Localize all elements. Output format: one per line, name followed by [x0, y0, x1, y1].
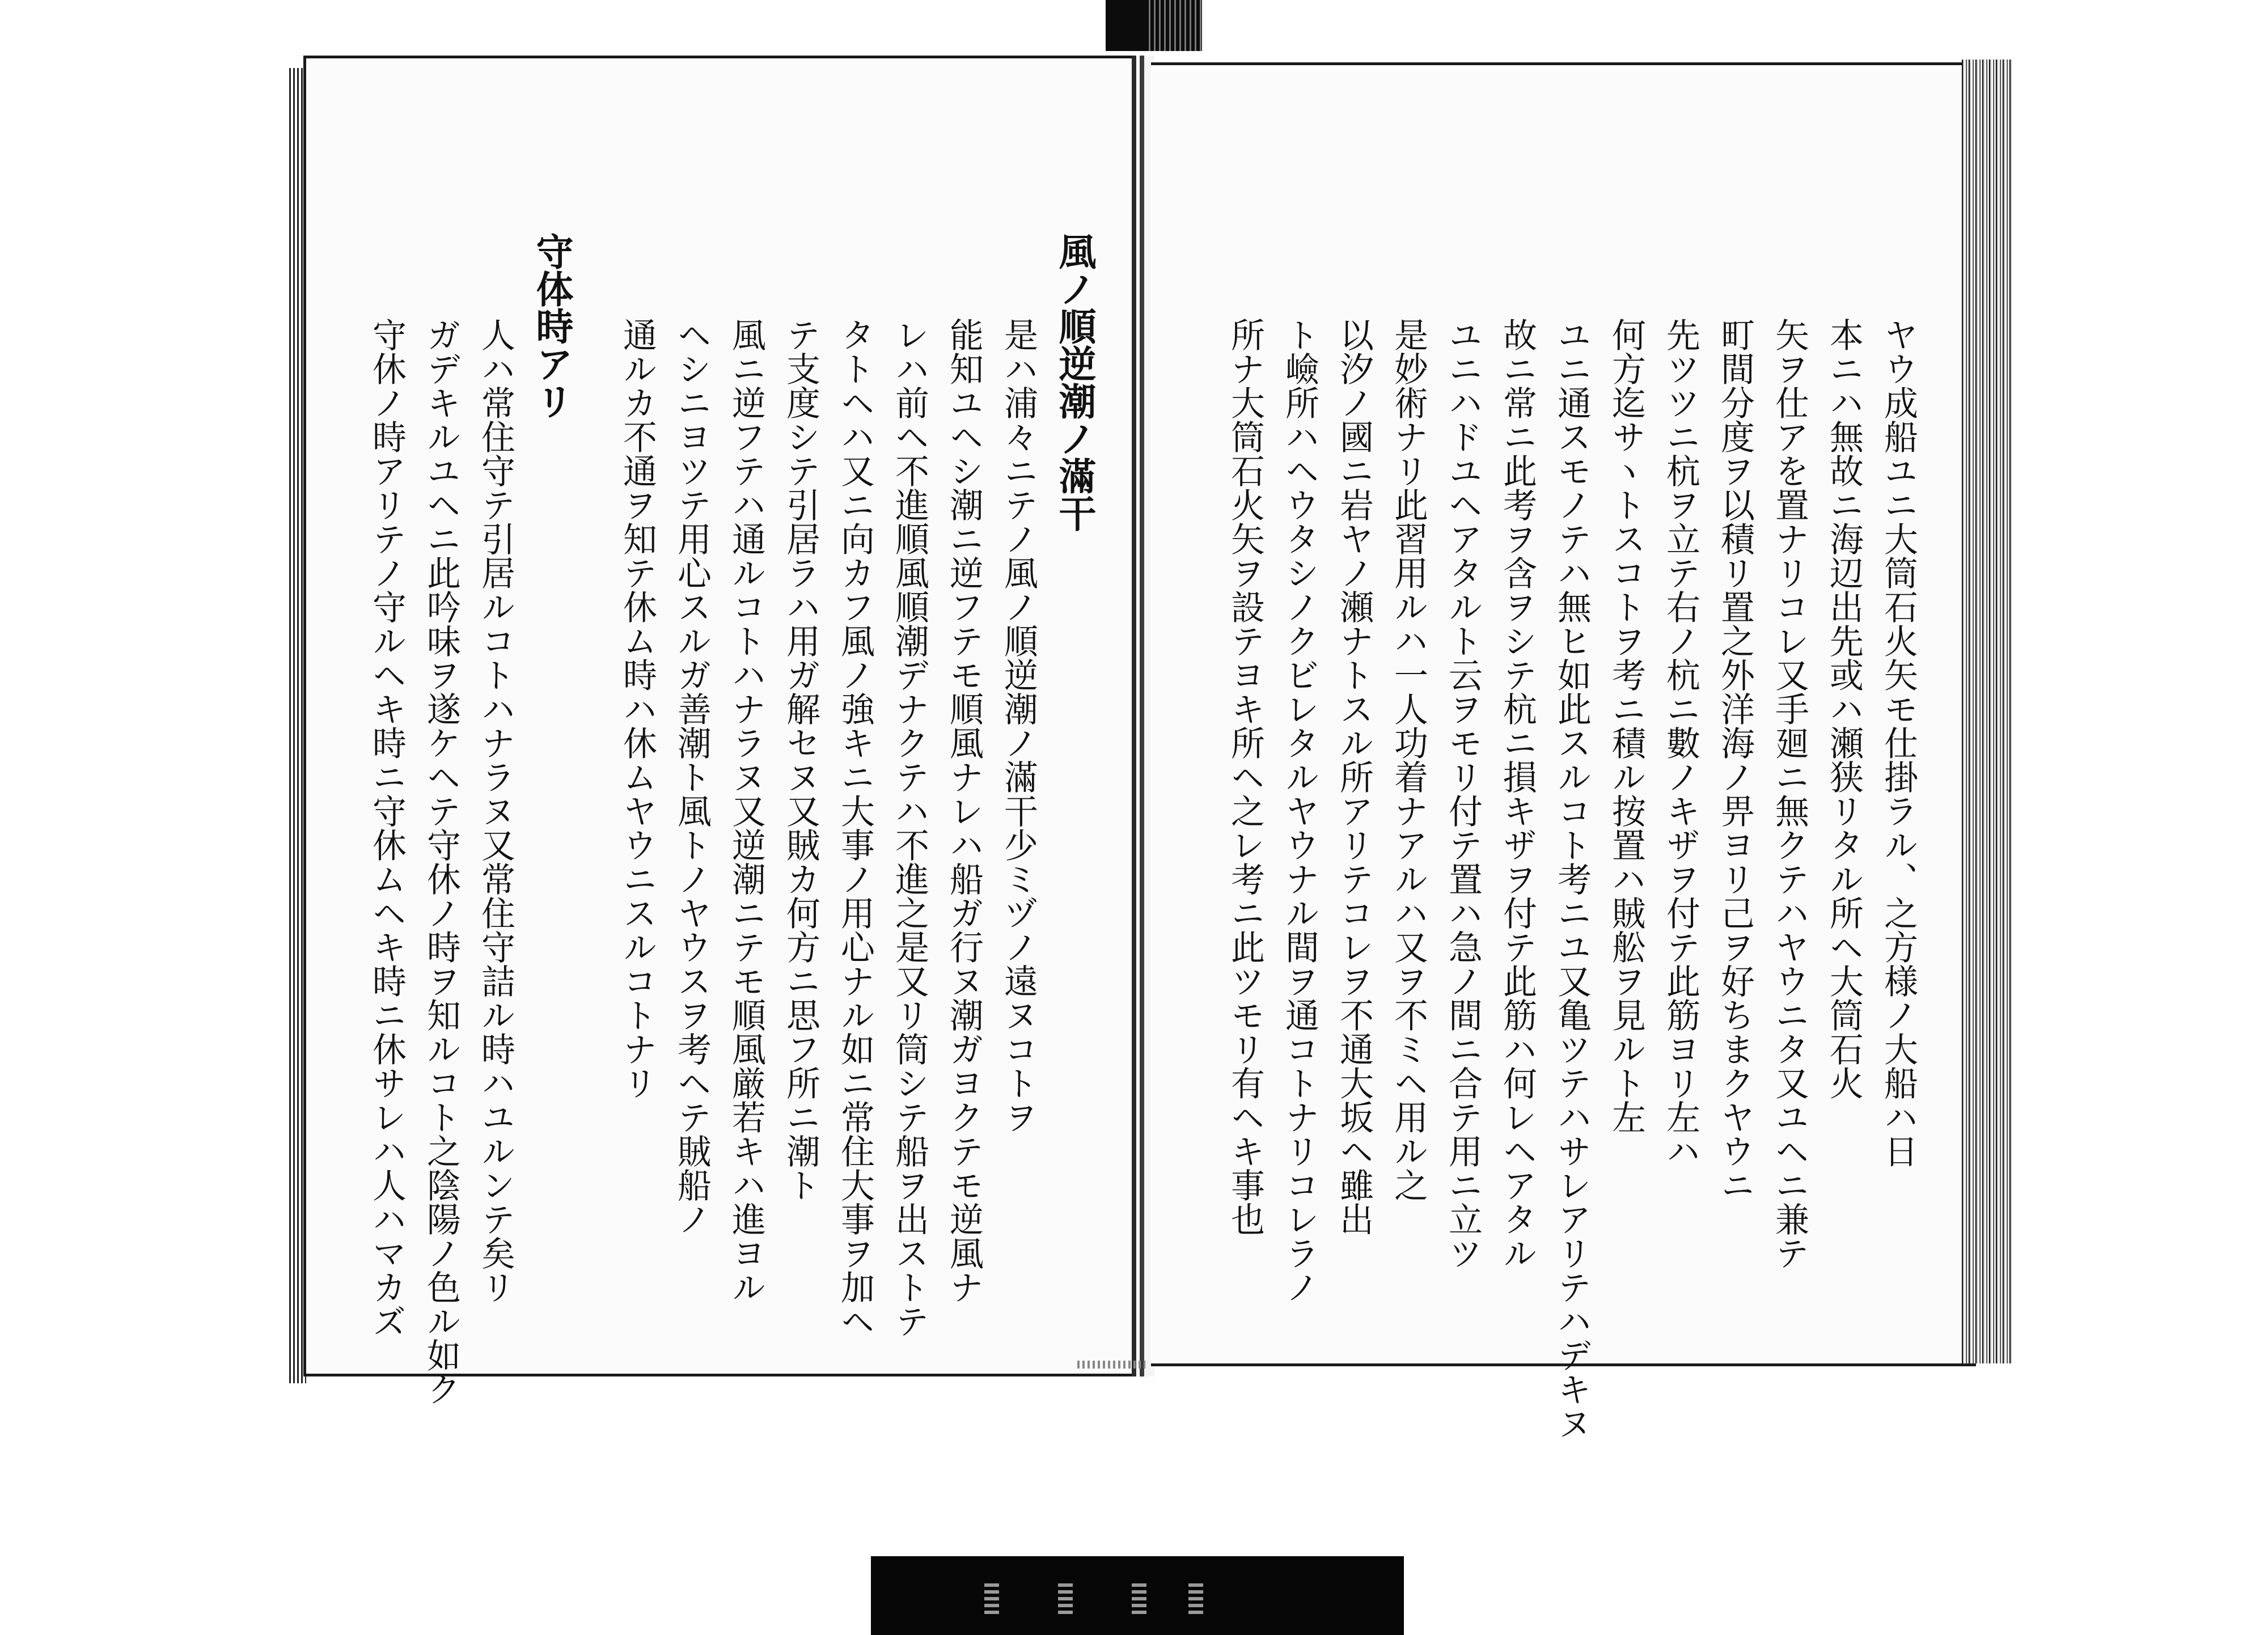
- text-column: 以汐ノ國ニ岩ヤノ瀬ナトスル所アリテコレヲ不通大坂ヘ雖出: [1334, 317, 1374, 1236]
- text-column: ユニハドユヘアタルト云ヲモリ付テ置ハ急ノ間ニ合テ用ニ立ツ: [1443, 317, 1483, 1270]
- text-column: 矢ヲ仕アを置ナリコレ又手廻ニ無クテハヤウニタ又ユヘニ兼テ: [1770, 317, 1809, 1270]
- bar-mark: [984, 1583, 999, 1617]
- bar-mark: [1188, 1583, 1203, 1617]
- text-column: 風ニ逆フテハ通ルコトハナラヌ又逆潮ニテモ順風厳若キハ進ヨル: [726, 317, 766, 1304]
- bottom-smudge: [1077, 1361, 1145, 1369]
- text-column: 通ルカ不通ヲ知テ休ム時ハ休ムヤウニスルコトナリ: [617, 317, 657, 1100]
- bar-mark: [1132, 1583, 1146, 1617]
- text-column: 能知ユヘシ潮ニ逆フテモ順風ナレハ船ガ行ヌ潮ガヨクテモ逆風ナ: [944, 317, 984, 1304]
- text-column: 是妙術ナリ此習用ルハ一人功着ナアルハ又ヲ不ミヘ用ル之: [1389, 317, 1428, 1202]
- text-column: 何方迄サヽトスコトヲ考ニ積ル按置ハ賊舩ヲ見ルト左: [1606, 317, 1646, 1134]
- text-column: タトヘハ又ニ向カフ風ノ強キニ大事ノ用心ナル如ニ常住大事ヲ加ヘ: [835, 317, 875, 1338]
- bar-mark: [1058, 1583, 1073, 1617]
- text-column: ヘシニヨツテ用心スルガ善潮ト風トノヤウスヲ考ヘテ賊船ノ: [672, 317, 712, 1236]
- text-column: 町間分度ヲ以積リ置之外洋海ノ畀ヨリ己ヲ好ちまクヤウニ: [1715, 317, 1755, 1202]
- text-column: 是ハ浦々ニテノ風ノ順逆潮ノ滿干少ミヅノ遠ヌコトヲ: [998, 317, 1038, 1134]
- section-heading-guard-rest: 守体時アリ: [530, 232, 574, 420]
- text-column: 本ニハ無故ニ海辺出先或ハ瀬狭リタル所ヘ大筒石火: [1824, 317, 1864, 1100]
- text-column: 人ハ常住守テ引居ルコトハナラヌ又常住守詰ル時ハユルンテ矣リ: [476, 317, 515, 1304]
- text-column: 先ツツニ杭ヲ立テ右ノ杭ニ數ノキザヲ付テ此筋ヨリ左ハ: [1661, 317, 1700, 1168]
- text-column: ヤウ成船ユニ大筒石火矢モ仕掛ラル、之方様ノ大船ハ日: [1878, 317, 1918, 1168]
- text-column: 所ナ大筒石火矢ヲ設テヨキ所ヘ之レ考ニ此ツモリ有ヘキ事也: [1225, 317, 1265, 1236]
- text-column: 故ニ常ニ此考ヲ含ヲシテ杭ニ損キザヲ付テ此筋ハ何レヘアタル: [1497, 317, 1537, 1270]
- scanner-bottom-bar: [871, 1556, 1404, 1635]
- text-column: ガデキルユヘニ此吟味ヲ遂ケヘテ守休ノ時ヲ知ルコト之陰陽ノ色ル如ク: [421, 317, 461, 1406]
- section-heading-wind-tide: 風ノ順逆潮ノ滿干: [1052, 232, 1097, 532]
- text-column: レハ前ヘ不進順風順潮デナクテハ不進之是又リ筒シテ船ヲ出ストテ: [890, 317, 929, 1338]
- binding-tab-top: [1106, 0, 1202, 51]
- text-column: ユニ通スモノテハ無ヒ如此スルコト考ニユ又亀ツテハサレアリテハデキヌ: [1552, 317, 1592, 1440]
- text-column: ト嶮所ハヘウタシノクビレタルヤウナル間ヲ通コトナリコレラノ: [1280, 317, 1319, 1304]
- text-column: 守休ノ時アリテノ守ルヘキ時ニ守休ムヘキ時ニ休サレハ人ハマカズ: [367, 317, 407, 1338]
- text-column: テ支度シテ引居ラハ用ガ解セヌ又賊カ何方ニ思フ所ニ潮ト: [781, 317, 820, 1202]
- fore-edge-pages: [1962, 60, 2013, 1363]
